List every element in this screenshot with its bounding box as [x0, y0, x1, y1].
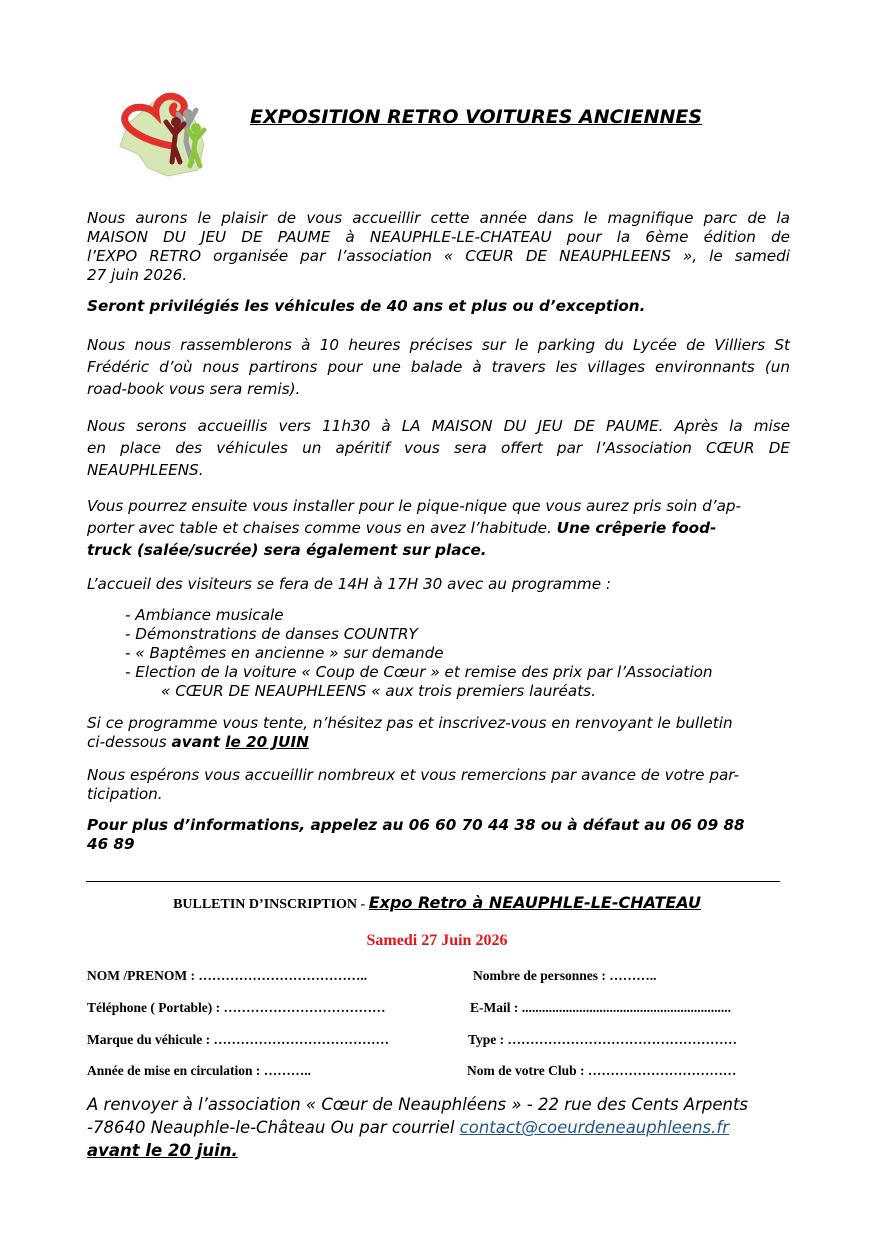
return-address-line: A renvoyer à l’association « Cœur de Neauphléens » - 22 rue des Cents Arpents [87, 1095, 749, 1114]
bulletin-label: BULLETIN D’INSCRIPTION - [173, 897, 369, 912]
return-address-text: -78640 Neauphle-le-Château Ou par courriel [87, 1118, 460, 1137]
register-line: Si ce programme vous tente, n’hésitez pas et inscrivez-vous en renvoyant le bulletin [87, 714, 733, 732]
divider-line [86, 881, 780, 882]
thanks-paragraph [87, 766, 790, 804]
deadline-prefix: avant [171, 733, 226, 751]
return-deadline: avant le 20 juin. [87, 1141, 238, 1160]
gathering-line: Nous nous rassemblerons à 10 heures précises sur le parking du Lycée de Villiers St [87, 336, 790, 354]
program-item: - « Baptêmes en ancienne » sur demande [125, 644, 444, 662]
picnic-line: Vous pourrez ensuite vous installer pour le pique-nique que vous aurez pris soin d’ap- [87, 497, 741, 515]
creperie-text: Une crêperie food- [556, 519, 717, 537]
thanks-line: ticipation. [87, 785, 163, 803]
gathering-line: road-book vous sera remis). [87, 380, 301, 398]
return-instructions [87, 1093, 790, 1162]
registration-year-field[interactable]: Année de mise en circulation : ……….. [87, 1063, 311, 1078]
welcome-line: NEAUPHLEENS. [87, 461, 204, 479]
highlight-paragraph [87, 297, 790, 316]
welcome-line: en place des véhicules un apéritif vous sera offert par l’Association CŒUR DE [87, 439, 790, 457]
welcome-paragraph [87, 415, 790, 481]
creperie-text: truck (salée/sucrée) sera également sur place. [87, 541, 487, 559]
page-title: EXPOSITION RETRO VOITURES ANCIENNES [250, 106, 703, 128]
phone-info-line: 46 89 [87, 835, 135, 853]
intro-paragraph [87, 209, 790, 285]
deadline-text: le 20 JUIN [225, 733, 309, 751]
vehicle-brand-field[interactable]: Marque du véhicule : ………………………………… [87, 1032, 390, 1047]
program-list [125, 606, 713, 701]
name-field[interactable]: NOM /PRENOM : ……………………………….. [87, 968, 368, 983]
register-line [87, 733, 790, 752]
intro-line: 27 juin 2026. [87, 266, 188, 284]
register-paragraph [87, 714, 790, 752]
program-intro-text: L’accueil des visiteurs se fera de 14H à 17H 30 avec au programme : [87, 575, 611, 593]
bulletin-subtitle: Expo Retro à NEAUPHLE-LE-CHATEAU [368, 893, 701, 912]
contact-info-paragraph [87, 816, 790, 854]
email-field[interactable]: E-Mail : .............................................................. [470, 1000, 731, 1015]
picnic-line [87, 517, 767, 539]
highlight-text: Seront privilégiés les véhicules de 40 ans et plus ou d’exception. [87, 297, 646, 315]
phone-field[interactable]: Téléphone ( Portable) : ……………………………… [87, 1000, 386, 1015]
intro-line: Nous aurons le plaisir de vous accueillir cette année dans le magnifique parc de la [87, 209, 790, 227]
people-count-field[interactable]: Nombre de personnes : ……….. [473, 968, 657, 983]
event-date: Samedi 27 Juin 2026 [366, 932, 508, 949]
program-item: - Démonstrations de danses COUNTRY [125, 625, 418, 643]
contact-email-link[interactable]: contact@coeurdeneauphleens.fr [459, 1118, 729, 1137]
phone-info-line: Pour plus d’informations, appelez au 06 60 70 44 38 ou à défaut au 06 09 88 [87, 816, 745, 834]
program-intro [87, 575, 790, 594]
register-text: ci-dessous [87, 733, 172, 751]
gathering-paragraph [87, 334, 790, 400]
return-address-line [87, 1116, 790, 1139]
club-name-field[interactable]: Nom de votre Club : …………………………… [467, 1063, 737, 1078]
welcome-line: Nous serons accueillis vers 11h30 à LA MAISON DU JEU DE PAUME. Après la mise [87, 417, 790, 435]
program-item: - Election de la voiture « Coup de Cœur » et remise des prix par l’Association [125, 663, 713, 681]
intro-line: l’EXPO RETRO organisée par l’association « CŒUR DE NEAUPHLEENS », le samedi [87, 247, 790, 265]
program-item-continuation: « CŒUR DE NEAUPHLEENS « aux trois premiers lauréats. [161, 682, 596, 700]
bulletin-header [0, 893, 874, 913]
association-logo-icon [108, 84, 220, 184]
program-item: - Ambiance musicale [125, 606, 284, 624]
picnic-text: porter avec table et chaises comme vous en avez l’habitude. [87, 519, 557, 537]
intro-line: MAISON DU JEU DE PAUME à NEAUPHLE-LE-CHATEAU pour la 6ème édition de [87, 228, 790, 246]
vehicle-type-field[interactable]: Type : …………………………………………… [468, 1032, 737, 1047]
gathering-line: Frédéric d’où nous partirons pour une balade à travers les villages environnants (un [87, 358, 790, 376]
thanks-line: Nous espérons vous accueillir nombreux et vous remercions par avance de votre par- [87, 766, 740, 784]
picnic-paragraph [87, 495, 767, 561]
